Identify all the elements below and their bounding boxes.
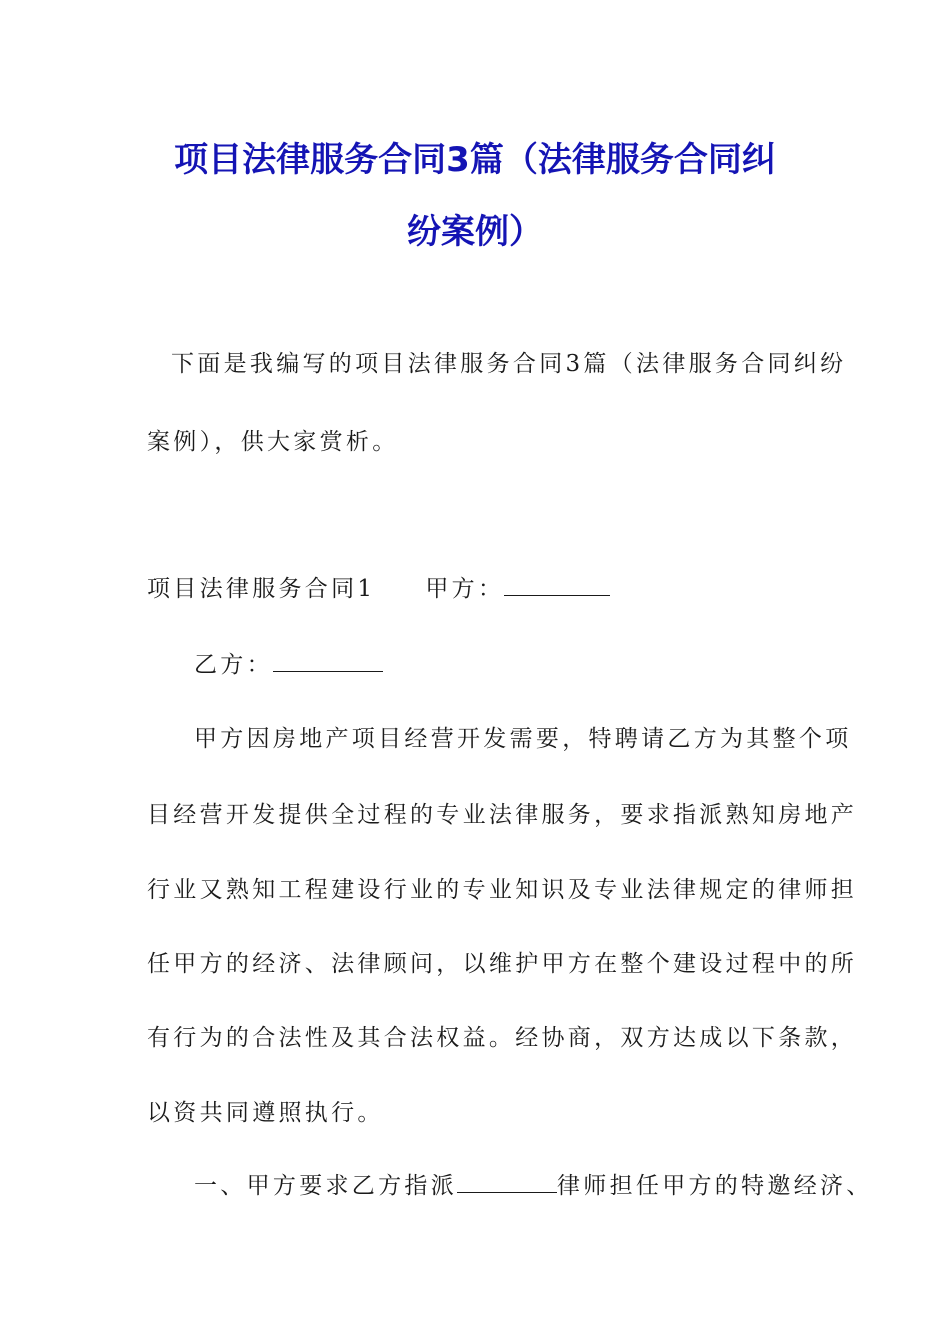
body-line: 有行为的合法性及其合法权益。经协商，双方达成以下条款， bbox=[147, 1025, 858, 1051]
intro-paragraph-line-2: 案例），供大家赏析。 bbox=[147, 429, 399, 455]
clause-1-text: 一、甲方要求乙方指派 bbox=[194, 1173, 457, 1199]
body-line: 以资共同遵照执行。 bbox=[147, 1100, 384, 1126]
party-a-blank bbox=[504, 577, 610, 596]
body-line: 目经营开发提供全过程的专业法律服务，要求指派熟知房地产 bbox=[147, 802, 858, 828]
body-line: 任甲方的经济、法律顾问，以维护甲方在整个建设过程中的所 bbox=[147, 951, 858, 977]
party-b-row bbox=[194, 646, 383, 679]
clause-1-row bbox=[194, 1167, 873, 1200]
party-a-label: 甲方： bbox=[425, 576, 505, 602]
section-heading: 项目法律服务合同1 bbox=[147, 576, 376, 602]
body-line: 行业又熟知工程建设行业的专业知识及专业法律规定的律师担 bbox=[147, 877, 858, 903]
lawyer-name-blank bbox=[457, 1174, 557, 1193]
document-title-line-2: 纷案例） bbox=[407, 212, 543, 252]
party-b-label: 乙方： bbox=[194, 652, 273, 678]
intro-paragraph-line-1: 下面是我编写的项目法律服务合同3篇（法律服务合同纠纷 bbox=[171, 351, 847, 377]
clause-1-text-continued: 律师担任甲方的特邀经济、 bbox=[557, 1173, 873, 1199]
party-b-blank bbox=[273, 653, 383, 672]
document-title-line-1: 项目法律服务合同3篇（法律服务合同纠 bbox=[174, 140, 776, 180]
section-heading-row bbox=[147, 570, 610, 603]
body-line: 甲方因房地产项目经营开发需要，特聘请乙方为其整个项 bbox=[194, 726, 852, 752]
